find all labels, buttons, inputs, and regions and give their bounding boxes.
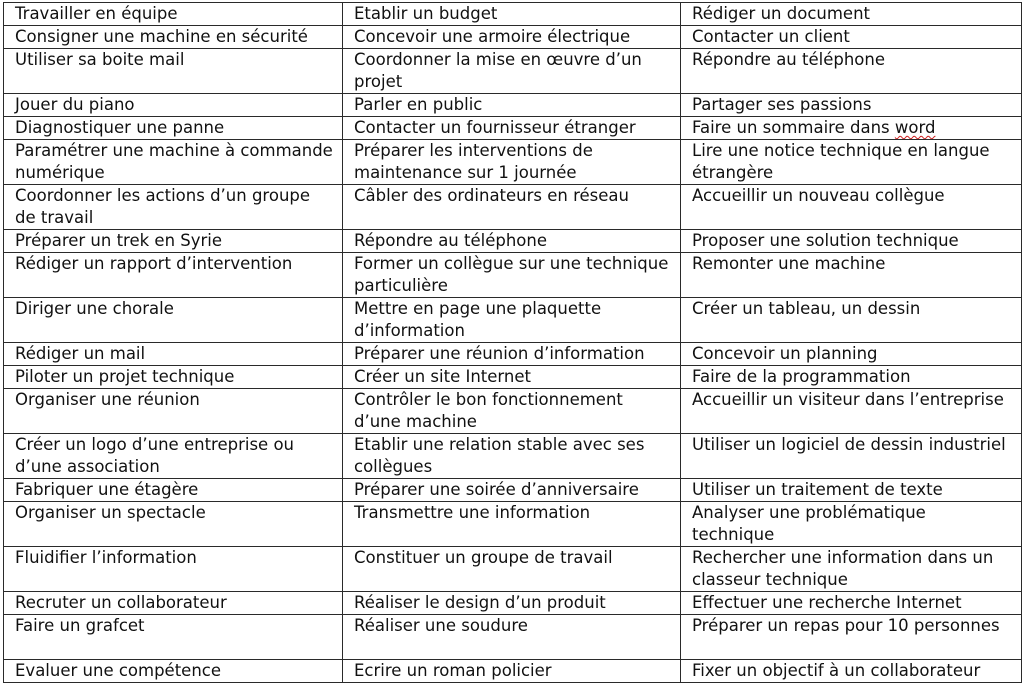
table-row xyxy=(4,49,1022,94)
table-cell-col-3: Répondre au téléphone xyxy=(681,49,1022,94)
table-cell-col-3: Préparer un repas pour 10 personnes xyxy=(681,615,1022,660)
table-row xyxy=(4,660,1022,683)
table-cell-col-2: Créer un site Internet xyxy=(343,366,681,389)
table-cell-col-2: Constituer un groupe de travail xyxy=(343,547,681,592)
table-row xyxy=(4,185,1022,230)
table-cell-col-2: Réaliser le design d’un produit xyxy=(343,592,681,615)
table-cell-col-2: Former un collègue sur une technique particulière xyxy=(343,253,681,298)
table-cell-col-1: Créer un logo d’une entreprise ou d’une association xyxy=(4,434,343,479)
table-row xyxy=(4,479,1022,502)
table-cell-col-2: Ecrire un roman policier xyxy=(343,660,681,683)
table-cell-col-1: Recruter un collaborateur xyxy=(4,592,343,615)
table-cell-col-2: Préparer une soirée d’anniversaire xyxy=(343,479,681,502)
table-row xyxy=(4,389,1022,434)
table-row xyxy=(4,366,1022,389)
table-cell-col-1: Travailler en équipe xyxy=(4,3,343,26)
table-cell-col-3: Proposer une solution technique xyxy=(681,230,1022,253)
table-cell-col-3: Créer un tableau, un dessin xyxy=(681,298,1022,343)
table-cell-col-1: Diriger une chorale xyxy=(4,298,343,343)
table-cell-col-1: Rédiger un rapport d’intervention xyxy=(4,253,343,298)
table-cell-col-1: Evaluer une compétence xyxy=(4,660,343,683)
table-cell-col-3: Utiliser un logiciel de dessin industriel xyxy=(681,434,1022,479)
table-cell-col-3: Contacter un client xyxy=(681,26,1022,49)
table-cell-col-1: Organiser une réunion xyxy=(4,389,343,434)
table-cell-col-2: Contrôler le bon fonctionnement d’une machine xyxy=(343,389,681,434)
table-cell-col-1: Piloter un projet technique xyxy=(4,366,343,389)
table-cell-col-2: Répondre au téléphone xyxy=(343,230,681,253)
skills-table-body xyxy=(4,3,1022,683)
table-cell-col-1: Diagnostiquer une panne xyxy=(4,117,343,140)
table-cell-col-1: Fabriquer une étagère xyxy=(4,479,343,502)
table-cell-col-2: Mettre en page une plaquette d’information xyxy=(343,298,681,343)
skills-table xyxy=(3,2,1022,683)
table-cell-col-3: Faire de la programmation xyxy=(681,366,1022,389)
table-cell-col-1: Organiser un spectacle xyxy=(4,502,343,547)
table-cell-col-2: Préparer les interventions de maintenance sur 1 journée xyxy=(343,140,681,185)
table-cell-col-1: Consigner une machine en sécurité xyxy=(4,26,343,49)
table-cell-col-3: Rédiger un document xyxy=(681,3,1022,26)
table-cell-col-2: Etablir une relation stable avec ses collègues xyxy=(343,434,681,479)
table-cell-col-2: Parler en public xyxy=(343,94,681,117)
table-cell-col-3: Rechercher une information dans un classeur technique xyxy=(681,547,1022,592)
spellcheck-flagged-word: word xyxy=(894,118,936,137)
table-cell-col-2: Concevoir une armoire électrique xyxy=(343,26,681,49)
table-cell-col-1: Utiliser sa boite mail xyxy=(4,49,343,94)
table-row xyxy=(4,434,1022,479)
table-row xyxy=(4,94,1022,117)
table-row xyxy=(4,253,1022,298)
table-row xyxy=(4,230,1022,253)
table-cell-col-3: Fixer un objectif à un collaborateur xyxy=(681,660,1022,683)
table-cell-col-2: Contacter un fournisseur étranger xyxy=(343,117,681,140)
table-cell-col-1: Jouer du piano xyxy=(4,94,343,117)
table-cell-col-1: Fluidifier l’information xyxy=(4,547,343,592)
table-row xyxy=(4,502,1022,547)
table-cell-col-3: Remonter une machine xyxy=(681,253,1022,298)
table-cell-col-3: Effectuer une recherche Internet xyxy=(681,592,1022,615)
table-cell-col-3: Utiliser un traitement de texte xyxy=(681,479,1022,502)
table-cell-col-3: Partager ses passions xyxy=(681,94,1022,117)
table-row xyxy=(4,26,1022,49)
table-row xyxy=(4,343,1022,366)
table-cell-col-2: Réaliser une soudure xyxy=(343,615,681,660)
table-row xyxy=(4,615,1022,660)
table-cell-col-3: Accueillir un nouveau collègue xyxy=(681,185,1022,230)
table-cell-col-3: Concevoir un planning xyxy=(681,343,1022,366)
table-cell-col-2: Câbler des ordinateurs en réseau xyxy=(343,185,681,230)
table-cell-col-1: Coordonner les actions d’un groupe de travail xyxy=(4,185,343,230)
table-cell-col-1: Préparer un trek en Syrie xyxy=(4,230,343,253)
table-row xyxy=(4,140,1022,185)
table-cell-col-1: Faire un grafcet xyxy=(4,615,343,660)
table-row xyxy=(4,3,1022,26)
table-cell-col-3: Lire une notice technique en langue étrangère xyxy=(681,140,1022,185)
table-cell-col-3: Analyser une problématique technique xyxy=(681,502,1022,547)
table-cell-col-2: Coordonner la mise en œuvre d’un projet xyxy=(343,49,681,94)
table-cell-col-3: Faire un sommaire dans word xyxy=(681,117,1022,140)
table-cell-col-3: Accueillir un visiteur dans l’entreprise xyxy=(681,389,1022,434)
table-row xyxy=(4,117,1022,140)
table-cell-col-2: Etablir un budget xyxy=(343,3,681,26)
table-cell-col-2: Transmettre une information xyxy=(343,502,681,547)
table-cell-col-1: Rédiger un mail xyxy=(4,343,343,366)
table-cell-col-1: Paramétrer une machine à commande numérique xyxy=(4,140,343,185)
table-cell-col-2: Préparer une réunion d’information xyxy=(343,343,681,366)
table-row xyxy=(4,547,1022,592)
table-row xyxy=(4,298,1022,343)
table-row xyxy=(4,592,1022,615)
